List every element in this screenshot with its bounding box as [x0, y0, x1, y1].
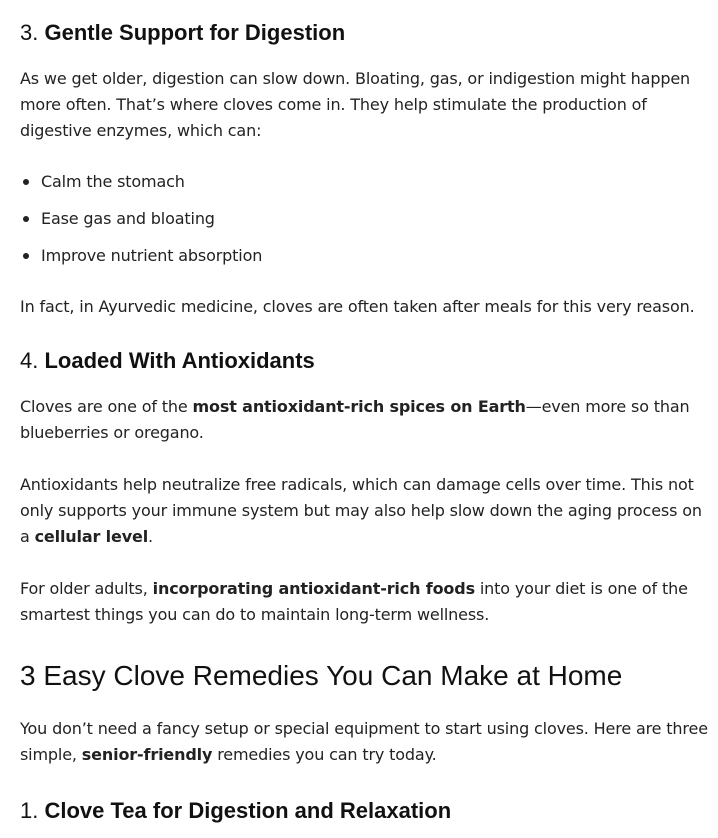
section-title: Loaded With Antioxidants — [44, 348, 315, 373]
section-heading-antioxidants — [20, 347, 714, 375]
remedy-heading-clove-tea — [20, 797, 714, 825]
antioxidants-paragraph-2 — [20, 472, 714, 550]
section-title: Gentle Support for Digestion — [44, 20, 346, 45]
list-item: Ease gas and bloating — [20, 206, 714, 243]
list-item: Calm the stomach — [20, 169, 714, 206]
bold-text: most antioxidant-rich spices on Earth — [192, 397, 526, 416]
section-number: 4. — [20, 348, 39, 373]
digestion-outro-paragraph: In fact, in Ayurvedic medicine, cloves are often taken after meals for this very reason. — [20, 297, 695, 316]
text-run: remedies you can try today. — [212, 745, 437, 764]
section-heading-digestion — [20, 19, 714, 47]
section-title: Clove Tea for Digestion and Relaxation — [44, 798, 452, 823]
text-run: . — [148, 527, 153, 546]
text-run: You don’t need a fancy setup or special equipment to start using cloves. Here are three simple, — [20, 719, 708, 764]
list-item: Improve nutrient absorption — [20, 243, 714, 280]
antioxidants-paragraph-3 — [20, 576, 714, 628]
text-run: For older adults, — [20, 579, 153, 598]
bold-text: cellular level — [34, 527, 149, 546]
digestion-benefits-list — [20, 169, 714, 280]
remedies-intro-paragraph — [20, 716, 714, 768]
text-run: Antioxidants help neutralize free radicals, which can damage cells over time. This not only supports your immune system but may also help slow down the aging process on a — [20, 475, 702, 546]
text-run: into your diet is one of the smartest things you can do to maintain long-term wellness. — [20, 579, 688, 624]
text-run: Cloves are one of the — [20, 397, 193, 416]
bold-text: senior-friendly — [81, 745, 213, 764]
section-number: 1. — [20, 798, 39, 823]
digestion-intro-paragraph: As we get older, digestion can slow down. Bloating, gas, or indigestion might happen more often. That’s where cloves come in. They help stimulate the production of digestive enzymes, which can: — [20, 69, 691, 140]
section-number: 3. — [20, 20, 39, 45]
text-run: —even more so than blueberries or oregano. — [20, 397, 690, 442]
bold-text: incorporating antioxidant-rich foods — [152, 579, 475, 598]
antioxidants-paragraph-1 — [20, 394, 714, 446]
remedies-heading: 3 Easy Clove Remedies You Can Make at Home — [20, 660, 623, 691]
